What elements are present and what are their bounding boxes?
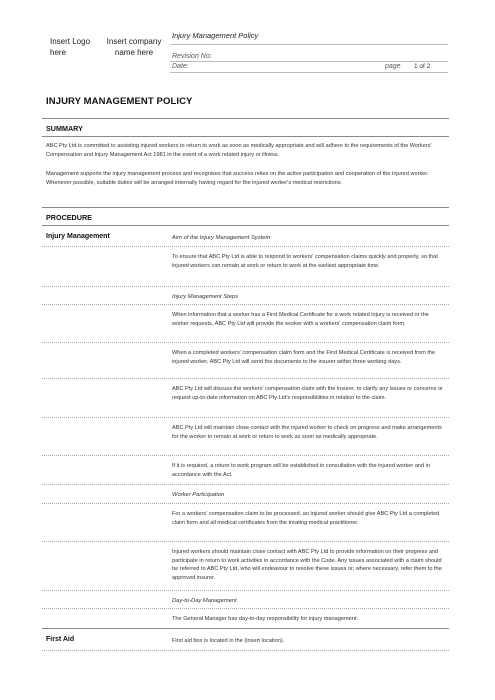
section-rule bbox=[42, 225, 449, 226]
procedure-text: To ensure that ABC Pty Ltd is able to respond to workers' compensation claims quickly and properly, so that injured workers can remain at work or return to work at the earliest appropriate time. bbox=[172, 254, 438, 269]
header-divider bbox=[170, 72, 448, 73]
procedure-text: When a completed workers' compensation claim form and the First Medical Certificate is received from the injured worker, ABC Pty Ltd will send the documents to the insurer within three working days. bbox=[172, 350, 436, 365]
summary-heading: SUMMARY bbox=[46, 124, 83, 133]
section-rule bbox=[42, 207, 449, 208]
section-rule bbox=[42, 136, 449, 137]
procedure-subheading: Day-to-Day Management bbox=[172, 598, 237, 604]
company-name-placeholder: Insert company name here bbox=[106, 37, 162, 57]
logo-placeholder: Insert Logo here bbox=[50, 37, 91, 57]
row-divider bbox=[42, 246, 449, 247]
header-divider bbox=[170, 44, 448, 45]
procedure-text: When information that a worker has a First Medical Certificate for a work related injury is received or the worker requests, ABC Pty Ltd will provide the worker with a workers' compensation claim form. bbox=[172, 312, 429, 327]
date-label: Date: bbox=[172, 63, 189, 70]
procedure-subheading: Aim of the Injury Management System bbox=[172, 235, 271, 241]
row-divider bbox=[42, 455, 449, 456]
revision-label: Revision No: bbox=[172, 53, 212, 60]
procedure-text: If it is required, a return to work program will be established in consultation with the injured worker and in accordance with the Act. bbox=[172, 463, 431, 478]
procedure-text: The General Manager has day-to-day responsibility for injury management. bbox=[172, 616, 358, 622]
row-divider bbox=[42, 541, 449, 542]
row-divider bbox=[42, 417, 449, 418]
summary-paragraph: ABC Pty Ltd is committed to assisting injured workers to return to work as soon as medically appropriate and will adhere to the requirements of the Workers' Compensation and Injury Management Act 1981 in the event of a work related injury or illness. bbox=[46, 143, 432, 158]
procedure-text: ABC Pty Ltd will maintain close contact with the injured worker to check on progress and make arrangements for the worker to remain at work or return to work as soon as medically appropriate. bbox=[172, 425, 442, 440]
row-divider bbox=[42, 484, 449, 485]
row-divider bbox=[42, 342, 449, 343]
row-divider bbox=[42, 378, 449, 379]
row-divider bbox=[42, 304, 449, 305]
header-doc-title: Injury Management Policy bbox=[172, 31, 259, 40]
row-divider bbox=[42, 608, 449, 609]
header-divider bbox=[170, 61, 448, 62]
row-divider bbox=[42, 650, 449, 651]
page-label: page bbox=[385, 63, 401, 70]
first-aid-label: First Aid bbox=[46, 636, 75, 643]
procedure-text: Injured workers should maintain close contact with ABC Pty Ltd to provide information on their progress and participate in return to work activities in accordance with the Code. Any issues associated with a claim should be referred to ABC Pty Ltd, who will endeavour to resolve these issues or, where necessary, refer them to the approved insurer. bbox=[172, 549, 442, 581]
summary-paragraph: Management supports the injury management process and recognises that success relies on the active participation and cooperation of the injured worker. Whenever possible, suitable duties will be arranged internally having regard for the injured worker's medical restrictions. bbox=[46, 171, 429, 186]
section-rule bbox=[42, 118, 449, 119]
row-divider bbox=[42, 286, 449, 287]
row-divider bbox=[42, 503, 449, 504]
section-rule bbox=[42, 628, 449, 629]
first-aid-text: First aid box is located in the (insert location). bbox=[172, 638, 285, 644]
procedure-heading: PROCEDURE bbox=[46, 213, 92, 222]
procedure-text: For a workers' compensation claim to be processed, an injured worker should give ABC Pty Ltd a completed claim form and all medical certificates from the treating medical practitioner. bbox=[172, 511, 440, 526]
document-title: INJURY MANAGEMENT POLICY bbox=[46, 96, 193, 107]
procedure-subheading: Injury Management Steps bbox=[172, 294, 239, 300]
row-divider bbox=[42, 590, 449, 591]
procedure-subheading: Worker Participation bbox=[172, 492, 225, 498]
procedure-text: ABC Pty Ltd will discuss the workers' compensation claim with the insurer, to clarify any issues or concerns or request up-to-date information on ABC Pty Ltd's responsibilities in relation to the claim. bbox=[172, 386, 443, 401]
page-number: 1 of 2 bbox=[414, 63, 431, 70]
injury-management-label: Injury Management bbox=[46, 233, 110, 240]
